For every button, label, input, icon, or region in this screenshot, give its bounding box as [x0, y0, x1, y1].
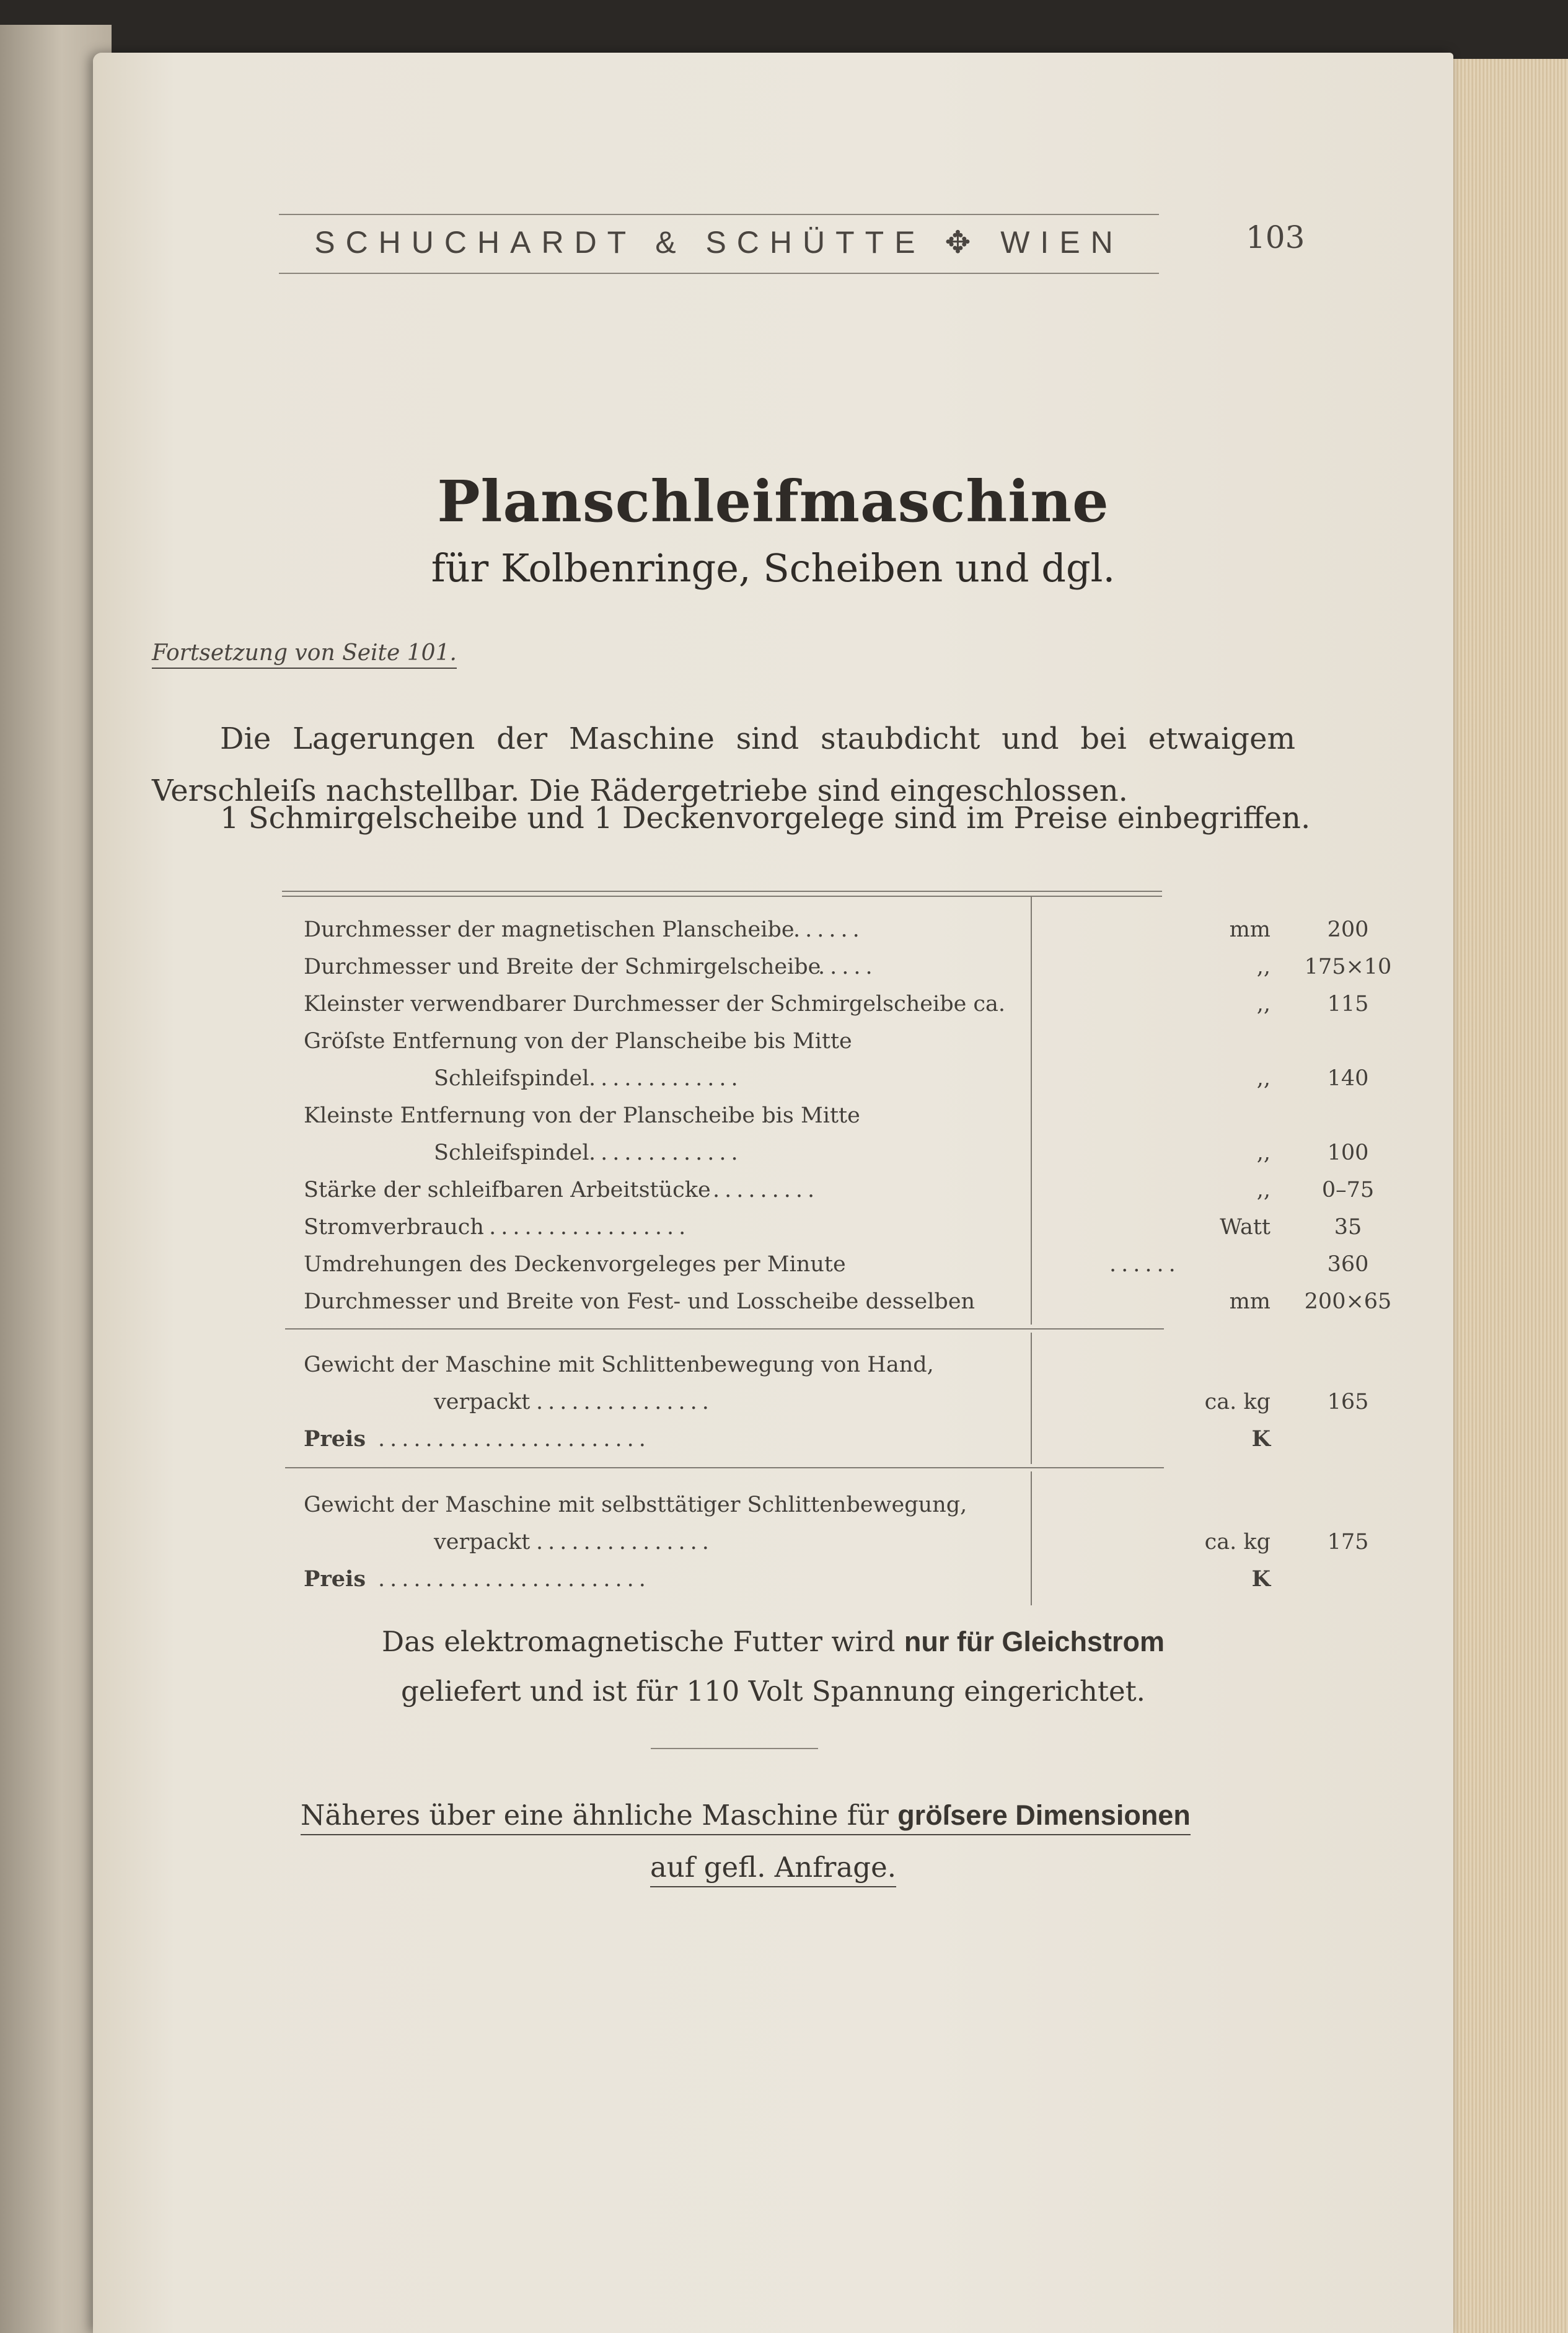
table-column-divider-variant-1 — [1031, 1333, 1032, 1464]
leader-dots: ............... — [536, 1390, 714, 1414]
spec-label: Stromverbrauch — [304, 1215, 484, 1240]
note-larger-text: Näheres über eine ähnliche Maschine für — [301, 1799, 889, 1832]
spec-label: Durchmesser der magnetischen Planscheibe — [304, 917, 795, 942]
page-edges — [1450, 59, 1568, 2333]
leader-dots: ....................... — [378, 1567, 651, 1592]
note-larger-machine — [301, 1799, 1191, 1835]
spec-label-continuation: Schleifspindel — [434, 1066, 589, 1091]
spec-value: 140 — [1327, 1066, 1369, 1091]
spec-value: 0–75 — [1321, 1178, 1375, 1202]
paragraph-included: 1 Schmirgelscheibe und 1 Deckenvorgelege sind im Preise einbegriffen. — [220, 801, 1311, 836]
note-power-emphasis: nur für Gleichstrom — [904, 1626, 1165, 1657]
spec-label: Kleinste Entfernung von der Planscheibe bis Mitte — [304, 1103, 860, 1128]
spec-label: Umdrehungen des Deckenvorgeleges per Minute — [304, 1252, 846, 1277]
spec-value: 200×65 — [1304, 1289, 1392, 1314]
leader-dots: ....................... — [378, 1427, 651, 1452]
spec-label: Stärke der schleifbaren Arbeitstücke — [304, 1178, 711, 1202]
running-title: SCHUCHARDT & SCHÜTTE ✥ WIEN — [314, 225, 1124, 260]
variant-label-continuation: verpackt — [434, 1530, 531, 1555]
page-title: Planschleifmaschine — [437, 468, 1109, 535]
leader-dots: ............. — [589, 1140, 743, 1165]
table-column-divider-variant-2 — [1031, 1471, 1032, 1605]
header-rule-top — [279, 214, 1159, 215]
variant-label: Gewicht der Maschine mit selbsttätiger Schlittenbewegung, — [304, 1493, 967, 1517]
spec-label: Durchmesser und Breite der Schmirgelscheibe — [304, 955, 821, 979]
price-label: Preis — [304, 1566, 366, 1592]
spec-value: 115 — [1327, 992, 1369, 1017]
spec-label-continuation: Schleifspindel — [434, 1140, 589, 1165]
table-column-divider-specs — [1031, 897, 1032, 1325]
note-inquiry-text: auf gefl. Anfrage. — [650, 1851, 896, 1887]
spec-value: 35 — [1334, 1215, 1362, 1240]
variant-label-continuation: verpackt — [434, 1390, 531, 1414]
spec-label: Gröſste Entfernung von der Planscheibe bis Mitte — [304, 1029, 852, 1054]
spec-value: 100 — [1327, 1140, 1369, 1165]
page-number: 103 — [1246, 219, 1305, 255]
note-voltage: geliefert und ist für 110 Volt Spannung eingerichtet. — [400, 1675, 1145, 1708]
table-rule-top-2 — [282, 896, 1162, 897]
leader-dots: ...... — [793, 917, 865, 942]
leader-dots: ..... — [818, 955, 878, 979]
spec-value: 200 — [1327, 917, 1369, 942]
spec-label: Durchmesser und Breite von Fest- und Losscheibe desselben — [304, 1289, 976, 1314]
leader-dots: .................. — [477, 1215, 691, 1240]
leader-dots: ...... — [1109, 1252, 1181, 1277]
price-label: Preis — [304, 1426, 366, 1452]
spec-label: Kleinster verwendbarer Durchmesser der Schmirgelscheibe ca. — [304, 992, 1006, 1017]
section-divider — [651, 1748, 818, 1749]
variant-weight: 175 — [1327, 1530, 1369, 1555]
spec-value: 360 — [1327, 1252, 1369, 1277]
note-inquiry — [93, 1851, 1453, 1884]
variant-weight: 165 — [1327, 1390, 1369, 1414]
continuation-note: Fortsetzung von Seite 101. — [152, 640, 457, 669]
page-subtitle: für Kolbenringe, Scheiben und dgl. — [431, 545, 1116, 591]
table-rule-specs-bottom — [285, 1328, 1164, 1330]
note-power-text: Das elektromagnetische Futter wird — [382, 1625, 896, 1658]
table-rule-variant-1-bottom — [285, 1467, 1164, 1468]
leader-dots: ............. — [589, 1066, 743, 1091]
header-rule-bottom — [279, 273, 1159, 274]
note-power-supply — [93, 1625, 1453, 1658]
spec-value: 175×10 — [1304, 955, 1392, 979]
paragraph-maintenance: Die Lagerungen der Maschine sind staubdicht und bei etwaigem Verschleiſs nachstellbar. Die Rädergetriebe sind eingeschlossen. — [152, 721, 1295, 808]
variant-label: Gewicht der Maschine mit Schlittenbewegung von Hand, — [304, 1352, 934, 1377]
leader-dots: ............... — [536, 1530, 714, 1555]
note-larger-emphasis: gröſsere Dimensionen — [897, 1799, 1191, 1831]
table-rule-top-1 — [282, 891, 1162, 892]
leader-dots: ......... — [713, 1178, 820, 1202]
